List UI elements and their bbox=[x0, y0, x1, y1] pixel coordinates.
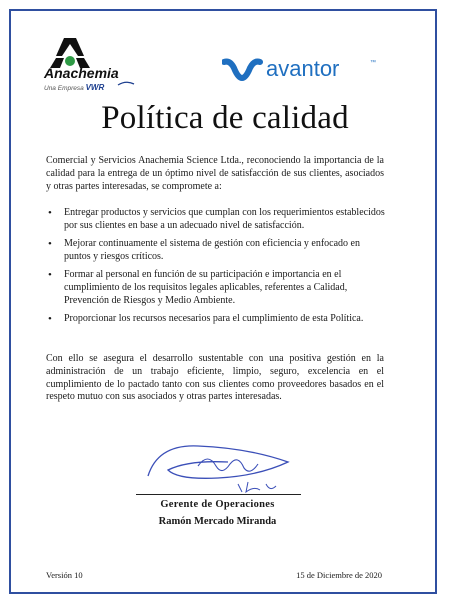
closing-paragraph: Con ello se asegura el desarrollo sustentable con una positiva gestión en la administración de un trabajo eficiente, limpio, seguro, excelencia en el cumplimiento de lo pactado tanto con sus clientes como proveedores basados en el respeto mutuo con sus asociados y otras partes interesadas. bbox=[46, 353, 384, 403]
anachemia-emblem-icon bbox=[50, 38, 90, 68]
signatory-role: Gerente de Operaciones bbox=[160, 499, 275, 510]
list-item: • Formar al personal en función de su participación e importancia en el cumplimiento de los requisitos legales aplicables, referentes a Calidad, Prevención de Riesgos y Medio Ambiente. bbox=[46, 269, 386, 307]
signature-icon bbox=[138, 436, 308, 496]
document-title: Política de calidad bbox=[101, 100, 349, 136]
anachemia-tagline: Una Empresa VWR bbox=[44, 83, 105, 92]
list-item: • Mejorar continuamente el sistema de gestión con eficiencia y enfocado en puntos y riesgos críticos. bbox=[46, 238, 386, 263]
list-item: • Proporcionar los recursos necesarios para el cumplimiento de esta Política. bbox=[46, 313, 386, 326]
document-date: 15 de Diciembre de 2020 bbox=[296, 570, 382, 580]
signatory-name: Ramón Mercado Miranda bbox=[158, 516, 277, 527]
document-version: Versión 10 bbox=[46, 570, 83, 580]
commitments-list bbox=[46, 207, 386, 332]
avantor-wordmark: avantor bbox=[266, 56, 340, 81]
list-item: • Entregar productos y servicios que cumplan con los requerimientos establecidos por sus clientes en base a un adecuado nivel de satisfacción. bbox=[46, 207, 386, 232]
signature-line bbox=[136, 494, 301, 495]
anachemia-wordmark: Anachemia bbox=[44, 65, 119, 81]
intro-paragraph: Comercial y Servicios Anachemia Science Ltda., reconociendo la importancia de la calidad para la entrega de un óptimo nivel de satisfacción de sus clientes, asociados y otras partes interesadas, se compromete a: bbox=[46, 155, 384, 192]
anachemia-logo bbox=[40, 34, 160, 94]
vwr-swoosh-icon bbox=[118, 82, 134, 85]
avantor-v-icon bbox=[224, 62, 260, 78]
avantor-logo bbox=[222, 52, 382, 86]
avantor-trademark: ™ bbox=[370, 60, 376, 66]
